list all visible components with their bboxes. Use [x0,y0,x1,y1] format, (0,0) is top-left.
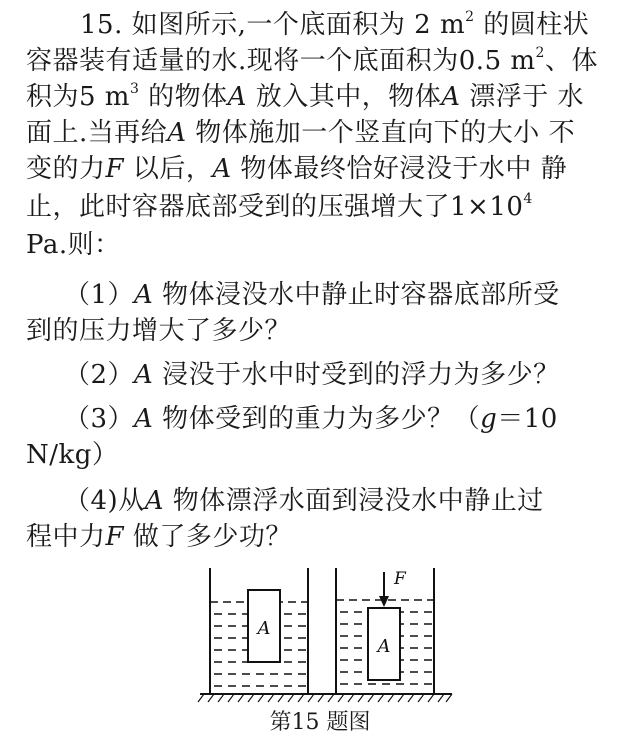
text: 物体浸没水中静止时容器底部所受 [153,280,560,310]
text: （1） [64,280,135,310]
text: 的圆柱状 [474,10,590,40]
text: 变的力 [26,154,106,184]
right-block-label: A [377,636,391,657]
problem-line-2 [26,44,598,78]
text: 浸没于水中时受到的浮力为多少？ [153,360,560,390]
question-1-line-2 [26,314,291,348]
italic-symbol: F [105,522,125,552]
text: （3） [64,404,135,434]
left-block-label: A [257,618,271,639]
superscript: 2 [535,45,545,61]
text: 积为5 m [26,82,130,112]
text: 以后， [124,154,213,184]
superscript: 2 [465,9,475,25]
italic-symbol: A [167,118,187,148]
text: 做了多少功？ [124,522,292,552]
force-arrow-head [379,596,389,607]
problem-line-6 [26,190,533,224]
text: 物体最终恰好浸没于水中 静 [231,154,568,184]
ground [198,694,452,702]
text: 、体 [544,46,598,76]
italic-symbol: F [105,154,125,184]
text: 放入其中，物体 [246,82,442,112]
problem-figure [196,562,456,708]
figure-caption: 第15 题图 [269,710,371,735]
text: 到的压力增大了多少？ [26,316,292,346]
italic-symbol: g [480,404,498,434]
question-3-line-2 [26,438,118,472]
problem-line-3 [26,80,584,114]
text: 漂浮于 水 [460,82,585,112]
text: Pa.则： [26,230,121,260]
question-3-line-1 [64,402,558,436]
italic-symbol: A [134,360,154,390]
italic-symbol: A [134,404,154,434]
text: 止，此时容器底部受到的压强增大了1×10 [26,192,524,222]
question-2 [64,358,560,392]
problem-line-7 [26,228,121,262]
question-4-line-1 [64,484,544,518]
question-4-line-2 [26,520,292,554]
text: 物体施加一个竖直向下的大小 不 [186,118,576,148]
text: 物体受到的重力为多少？（ [153,404,481,434]
text: 容器装有适量的水.现将一个底面积为0.5 m [26,46,536,76]
text: N/kg） [26,440,119,470]
italic-symbol: A [144,486,164,516]
problem-line-1 [80,8,589,42]
text: ＝10 [497,404,558,434]
text: （4)从 [64,486,145,516]
text: 面上.当再给 [26,118,168,148]
force-label: F [394,569,406,589]
italic-symbol: A [212,154,232,184]
italic-symbol: A [227,82,247,112]
superscript: 4 [523,191,533,207]
problem-line-5 [26,152,567,186]
problem-line-4 [26,116,575,150]
text: 程中力 [26,522,106,552]
text: （2） [64,360,135,390]
italic-symbol: A [134,280,154,310]
superscript: 3 [129,81,140,97]
text: 物体漂浮水面到浸没水中静止过 [163,486,544,516]
question-1-line-1 [64,278,560,312]
text: 15. 如图所示,一个底面积为 2 m [80,10,466,40]
italic-symbol: A [441,82,461,112]
text: 的物体 [139,82,228,112]
